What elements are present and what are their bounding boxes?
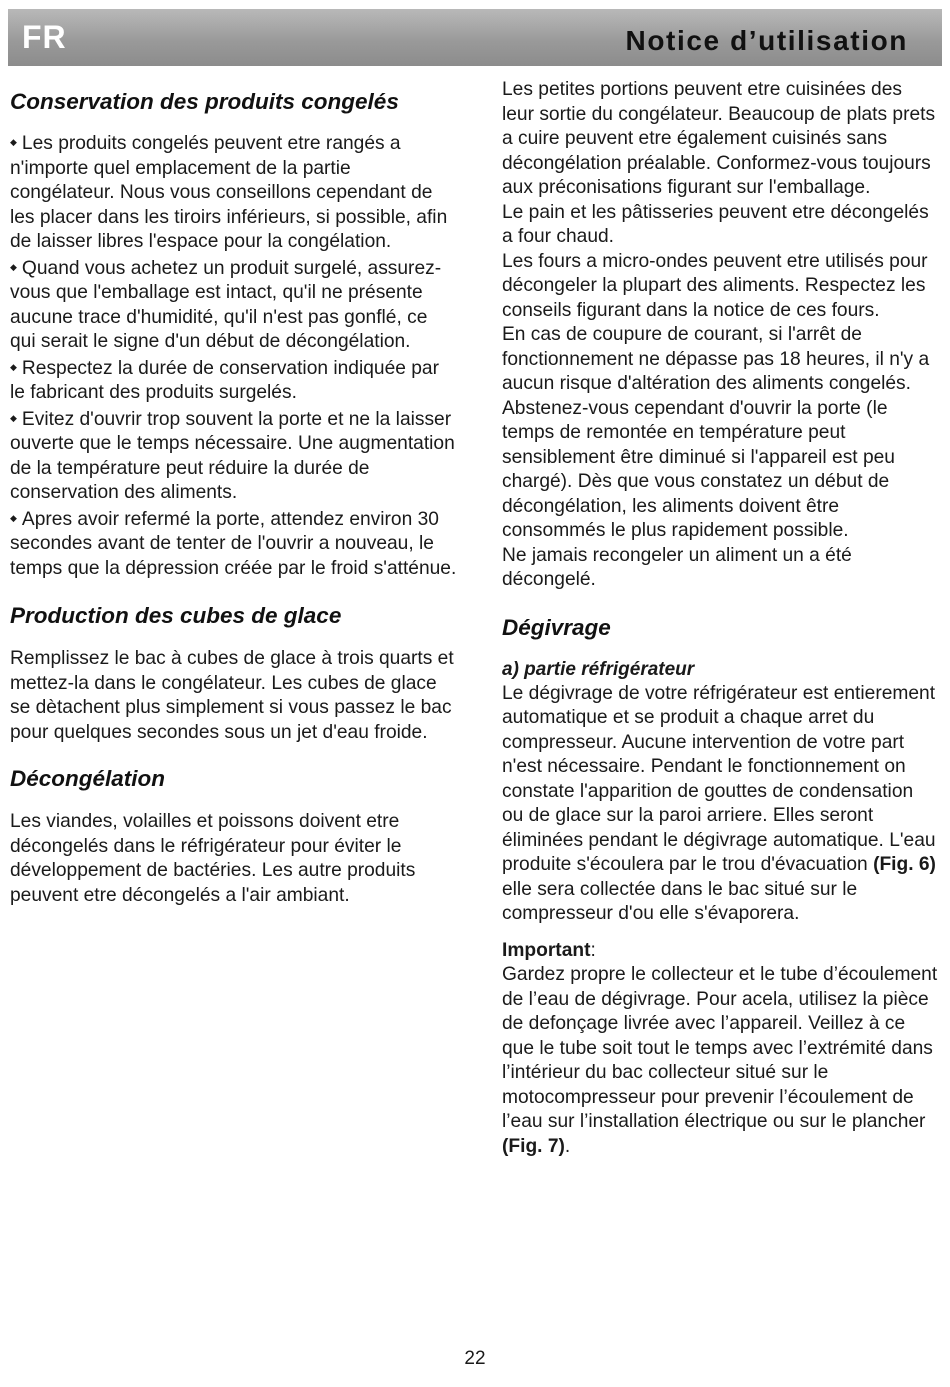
- paragraph-small-portions: Les petites portions peuvent etre cuisinées des leur sortie du congélateur. Beaucoup de plats prets a cuire peuvent etre également cuisinés sans décongélation préalable. Conformez-vous toujours aux préconisations figurant sur l'emballage.: [502, 79, 936, 198]
- paragraph-refreeze: Ne jamais recongeler un aliment un a été décongelé.: [502, 544, 852, 590]
- important-text-end: .: [564, 1135, 571, 1157]
- important-text: [502, 963, 938, 1159]
- important-text-part: Gardez propre le collecteur et le tube d’écoulement de l’eau de dégivrage. Pour acela, utilisez la pièce de defonçage livrée avec l’appareil. Veillez à ce que le tube soit tout le temps avec l’extrémité dans l’intérieur du bac collecteur situé sur le motocompresseur pour prevenir l’écoulement de l’eau sur l’installation électrique ou sur le plancher: [502, 964, 938, 1132]
- defrost-text-part: elle sera collectée dans le bac situé sur le compresseur d'ou elle s'évaporera.: [502, 878, 858, 924]
- important-colon: :: [590, 939, 596, 961]
- section-title-ice-cubes: Production des cubes de glace: [10, 603, 342, 628]
- bullet-item: ◆ Respectez la durée de conservation indiquée par le fabricant des produits surgelés.: [10, 355, 458, 406]
- frozen-storage-list: [10, 130, 458, 581]
- bullet-item: ◆ Apres avoir refermé la porte, attendez environ 30 secondes avant de tenter de l'ouvrir a nouveau, le temps que la dépression créée par le froid s'atténue.: [10, 506, 458, 582]
- bullet-item: ◆ Evitez d'ouvrir trop souvent la porte et ne la laisser ouverte que le temps nécessaire. Une augmentation de la température peut réduire la durée de conservation des aliments.: [10, 406, 458, 506]
- paragraph-microwave: Les fours a micro-ondes peuvent etre utilisés pour décongeler la plupart des aliments. Respectez les conseils figurant dans la notice de ces fours.: [502, 250, 928, 321]
- defrost-text-part: Le dégivrage de votre réfrigérateur est entierement automatique et se produit a chaque arret du compresseur. Aucune intervention de votre part n'est nécessaire. Pendant le fonctionnement on constate l'apparition de gouttes de condensation ou de glace sur la paroi arriere. Elles seront éliminées pendant le dégivrage automatique. L'eau produite s'écoulera par le trou d'évacuation: [502, 682, 936, 875]
- document-title: Notice d’utilisation: [625, 25, 908, 56]
- bullet-item: ◆ Les produits congelés peuvent etre rangés a n'importe quel emplacement de la partie congélateur. Nous vous conseillons cependant de les placer dans les tiroirs inférieurs, si possible, afin de laisser libres l'espace pour la congélation.: [10, 130, 458, 255]
- section-title-frozen-storage: Conservation des produits congelés: [10, 89, 399, 114]
- left-column: [10, 78, 458, 908]
- language-code: FR: [22, 19, 67, 55]
- defrost-fridge-text: [502, 682, 938, 927]
- right-column: [502, 78, 938, 1159]
- page-header: [8, 9, 942, 66]
- important-label: Important: [502, 939, 591, 961]
- section-title-defrosting: Dégivrage: [502, 614, 611, 640]
- bullet-item: ◆ Quand vous achetez un produit surgelé, assurez-vous que l'emballage est intact, qu'il ne présente aucune trace d'humidité, qu'il n'est pas gonflé, ce qui serait le signe d'un début de décongélation.: [10, 255, 458, 355]
- figure-reference: (Fig. 7): [502, 1135, 565, 1157]
- thawing-text: Les viandes, volailles et poissons doivent etre décongelés dans le réfrigérateur pour éviter le développement de bactéries. Les autre produits peuvent etre décongelés a l'air ambiant.: [10, 811, 416, 906]
- paragraph-bread: Le pain et les pâtisseries peuvent etre décongelés a four chaud.: [502, 201, 929, 247]
- paragraph-power-cut: En cas de coupure de courant, si l'arrêt de fonctionnement ne dépasse pas 18 heures, il n'y a aucun risque d'altération des aliments congelés. Abstenez-vous cependant d'ouvrir la porte (le temps de remontée en température peut sensiblement être diminué si l'appareil est peu chargé). Dès que vous constatez un début de décongélation, les aliments doivent être consommés le plus rapidement possible.: [502, 324, 930, 541]
- figure-reference: (Fig. 6): [873, 854, 936, 875]
- section-title-thawing: Décongélation: [10, 766, 166, 791]
- ice-cubes-text: Remplissez le bac à cubes de glace à trois quarts et mettez-la dans le congélateur. Les cubes de glace se dètachent plus simplement si vous passez le bac pour quelques secondes sous un jet d'eau froide.: [10, 648, 454, 743]
- subheading-fridge-part: a) partie réfrigérateur: [502, 658, 695, 680]
- page-number: 22: [464, 1348, 486, 1369]
- important-heading: [502, 939, 938, 964]
